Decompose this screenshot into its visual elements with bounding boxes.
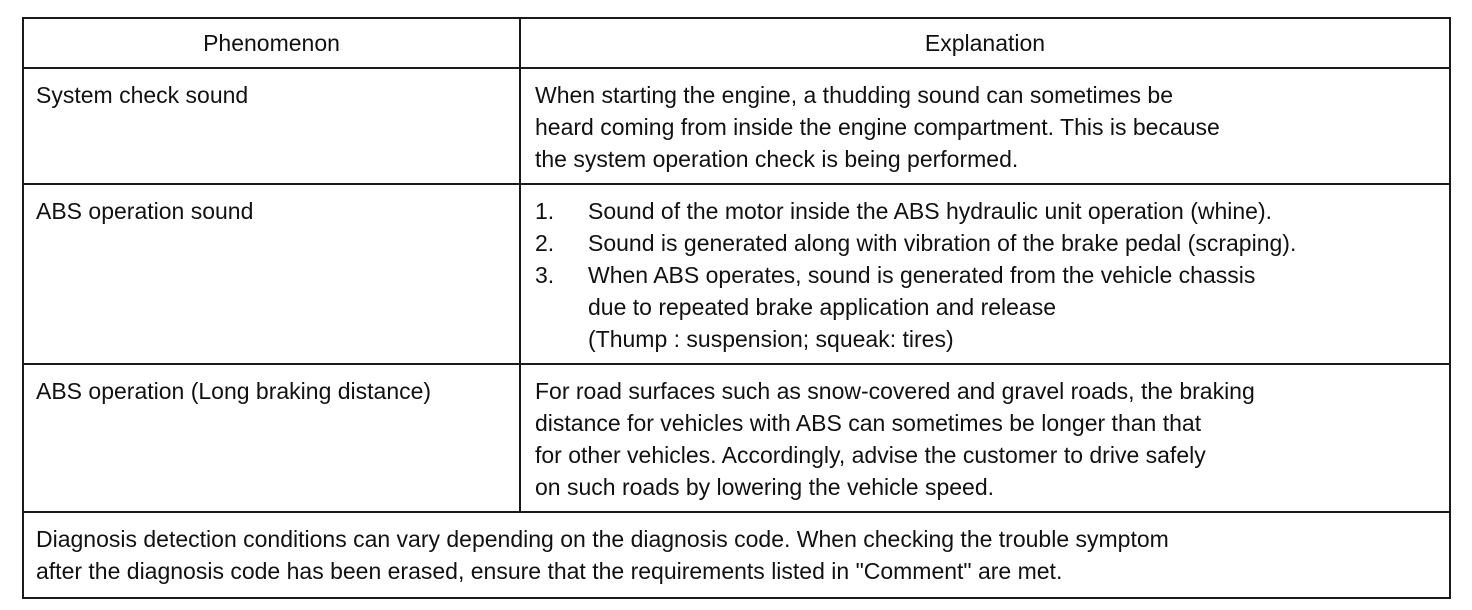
- phenomenon-text: System check sound: [36, 82, 249, 108]
- numbered-list: [535, 195, 1439, 355]
- note-line: after the diagnosis code has been erased, ensure that the requirements listed in "Comment" are met.: [36, 558, 1063, 584]
- table-header-row: [23, 18, 1450, 68]
- header-phenomenon: Phenomenon: [23, 18, 520, 68]
- explanation-line: the system operation check is being performed.: [535, 146, 1019, 172]
- list-item-line: Sound of the motor inside the ABS hydraulic unit operation (whine).: [588, 198, 1273, 224]
- list-item-text: [588, 227, 1296, 259]
- list-item-line: due to repeated brake application and release: [588, 294, 1057, 320]
- explanation-cell: [520, 68, 1450, 184]
- list-item: [535, 259, 1439, 355]
- abs-phenomena-table: [22, 17, 1451, 599]
- list-item: [535, 195, 1439, 227]
- note-cell: [23, 512, 1450, 598]
- list-number: 1.: [535, 198, 555, 224]
- list-number: 3.: [535, 262, 555, 288]
- list-item-line: When ABS operates, sound is generated from the vehicle chassis: [588, 262, 1256, 288]
- list-item-text: [588, 259, 1255, 355]
- table-row-abs-operation-sound: [23, 184, 1450, 364]
- list-number: 2.: [535, 230, 555, 256]
- phenomenon-text: ABS operation (Long braking distance): [36, 378, 432, 404]
- list-item-text: [588, 195, 1272, 227]
- explanation-line: for other vehicles. Accordingly, advise the customer to drive safely: [535, 442, 1206, 468]
- note-line: Diagnosis detection conditions can vary depending on the diagnosis code. When checking the trouble symptom: [36, 526, 1169, 552]
- explanation-cell: [520, 364, 1450, 512]
- explanation-line: For road surfaces such as snow-covered and gravel roads, the braking: [535, 378, 1255, 404]
- phenomenon-cell: [23, 68, 520, 184]
- phenomenon-cell: [23, 364, 520, 512]
- header-explanation: Explanation: [520, 18, 1450, 68]
- list-item-line: Sound is generated along with vibration of the brake pedal (scraping).: [588, 230, 1297, 256]
- explanation-line: on such roads by lowering the vehicle speed.: [535, 474, 995, 500]
- explanation-cell: [520, 184, 1450, 364]
- list-item-line: (Thump : suspension; squeak: tires): [588, 326, 954, 352]
- explanation-line: distance for vehicles with ABS can sometimes be longer than that: [535, 410, 1202, 436]
- table-note-row: [23, 512, 1450, 598]
- table-row-system-check: [23, 68, 1450, 184]
- phenomenon-text: ABS operation sound: [36, 198, 254, 224]
- table-row-long-braking-distance: [23, 364, 1450, 512]
- explanation-line: heard coming from inside the engine compartment. This is because: [535, 114, 1220, 140]
- explanation-line: When starting the engine, a thudding sound can sometimes be: [535, 82, 1174, 108]
- list-item: [535, 227, 1439, 259]
- phenomenon-cell: [23, 184, 520, 364]
